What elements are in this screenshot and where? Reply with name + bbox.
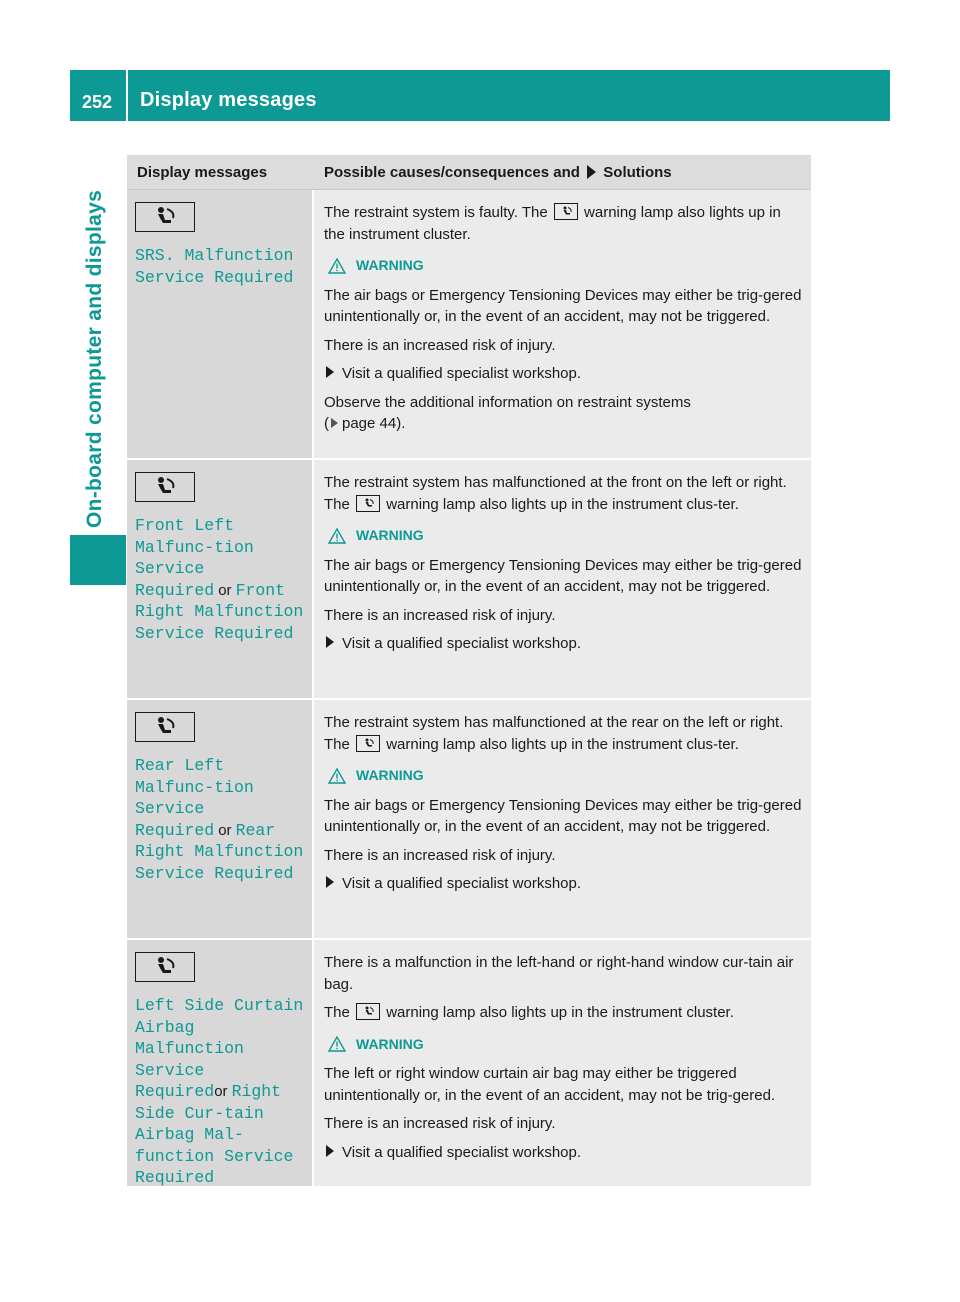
- risk-text: There is an increased risk of injury.: [324, 1115, 556, 1132]
- message-cell: [127, 940, 314, 1186]
- cause-text-intro: There is a malfunction in the left-hand or right-hand window cur-tain air bag.: [324, 954, 794, 993]
- display-messages-table: [127, 155, 811, 1188]
- cause-text-end: warning lamp also lights up in the instrument cluster.: [324, 204, 781, 243]
- warning-text: The left or right window curtain air bag may either be triggered unintentionally or, in the event of an accident, may not be trig-gered.: [324, 1065, 776, 1104]
- display-message-front-right: Front Right Malfunction Service Required: [135, 580, 304, 643]
- message-cell: [127, 700, 314, 938]
- warning-heading: [324, 765, 803, 787]
- airbag-warning-icon: [135, 472, 195, 502]
- or-text: or: [218, 581, 232, 599]
- action-arrow-icon: [587, 165, 596, 179]
- display-message: SRS. Malfunction Service Required: [135, 246, 294, 287]
- table-row: [127, 190, 811, 460]
- message-cell: [127, 190, 314, 458]
- note-text-body: Observe the additional information on restraint systems: [324, 393, 691, 411]
- display-message: [135, 755, 305, 884]
- warning-label: WARNING: [356, 257, 424, 273]
- page-ref-arrow-icon: [331, 418, 338, 428]
- action-step-text: Visit a qualified specialist workshop.: [342, 1143, 582, 1161]
- risk-text: There is an increased risk of injury.: [324, 846, 556, 864]
- display-message-front-left: Front Left Malfunc-tion Service Required: [135, 516, 254, 600]
- page-reference-link[interactable]: page 44).: [342, 415, 406, 432]
- warning-triangle-icon: [328, 1036, 346, 1052]
- action-step: [324, 1142, 803, 1164]
- warning-triangle-icon: [328, 258, 346, 274]
- cause-text-end: warning lamp also lights up in the instrument clus-ter.: [386, 735, 739, 753]
- solution-cell: [314, 190, 811, 458]
- cause-text: [324, 712, 803, 755]
- warning-label: WARNING: [356, 767, 424, 783]
- step-arrow-icon: [326, 366, 334, 378]
- warning-label: WARNING: [356, 1035, 424, 1052]
- airbag-warning-icon: [356, 495, 380, 512]
- col-header-causes: Possible causes/consequences and: [324, 164, 580, 181]
- step-arrow-icon: [326, 876, 334, 888]
- warning-text: The air bags or Emergency Tensioning Devices may either be trig-gered unintentionally or, in the event of an accident, may not be triggered.: [324, 286, 802, 325]
- col-header-solutions: [314, 155, 811, 189]
- step-arrow-icon: [326, 1145, 334, 1157]
- warning-text: The air bags or Emergency Tensioning Devices may either be trig-gered unintentionally or, in the event of an accident, may not be triggered.: [324, 556, 802, 595]
- cause-text-start: The: [324, 1004, 350, 1021]
- airbag-warning-icon: [554, 203, 578, 220]
- cause-text-start: The restraint system has malfunctioned at the front on the left or right. The: [324, 474, 787, 513]
- table-row: [127, 460, 811, 700]
- table-header: [127, 155, 811, 190]
- airbag-warning-icon: [135, 202, 195, 232]
- display-message-left-curtain: Left Side Curtain Airbag Malfunction Service Required: [135, 996, 304, 1101]
- action-step-text: Visit a qualified specialist workshop.: [342, 875, 582, 892]
- table-row: [127, 940, 811, 1188]
- header-divider: [126, 70, 128, 121]
- cause-text: [324, 202, 803, 245]
- solution-cell: [314, 460, 811, 698]
- cause-text: [324, 472, 803, 515]
- action-step-text: Visit a qualified specialist workshop.: [342, 635, 582, 652]
- cause-text-end: warning lamp also lights up in the instrument cluster.: [386, 1004, 734, 1021]
- note-text: Observe the additional information on restraint systems ( page 44).: [324, 393, 691, 432]
- display-message-rear-right: Rear Right Malfunction Service Required: [135, 820, 304, 883]
- airbag-warning-icon: [356, 735, 380, 752]
- risk-text: There is an increased risk of injury.: [324, 606, 556, 624]
- action-step: [324, 633, 803, 655]
- action-step: [324, 873, 803, 895]
- cause-text-start: The restraint system is faulty. The: [324, 204, 548, 221]
- page-title: Display messages: [140, 89, 317, 111]
- col-header-solutions-label: Solutions: [603, 164, 672, 181]
- warning-label: WARNING: [356, 527, 424, 543]
- warning-heading: [324, 255, 803, 277]
- display-message-right-curtain: Right Side Cur-tain Airbag Mal-function Service Required: [135, 1082, 294, 1187]
- display-message: [135, 515, 305, 644]
- warning-heading: [324, 525, 803, 547]
- or-text: or: [218, 821, 232, 839]
- airbag-warning-icon: [135, 952, 195, 982]
- col-header-messages: Display messages: [137, 164, 268, 181]
- side-tab-marker: [70, 535, 126, 585]
- solution-cell: [314, 700, 811, 938]
- display-message-rear-left: Rear Left Malfunc-tion Service Required: [135, 756, 254, 840]
- page-number: 252: [82, 92, 113, 112]
- airbag-warning-icon: [135, 712, 195, 742]
- table-row: [127, 700, 811, 940]
- airbag-warning-icon: [356, 1003, 380, 1020]
- warning-text: The air bags or Emergency Tensioning Devices may either be trig-gered unintentionally or, in the event of an accident, may not be triggered.: [324, 796, 802, 835]
- cause-text-end: warning lamp also lights up in the instrument clus-ter.: [386, 495, 739, 513]
- warning-heading: [324, 1034, 803, 1056]
- risk-text: There is an increased risk of injury.: [324, 336, 556, 354]
- or-text: or: [214, 1083, 228, 1100]
- display-message: [135, 995, 307, 1189]
- cause-text: [324, 1002, 803, 1024]
- step-arrow-icon: [326, 636, 334, 648]
- warning-triangle-icon: [328, 528, 346, 544]
- cause-text-start: The restraint system has malfunctioned at the rear on the left or right. The: [324, 714, 784, 753]
- action-step-text: Visit a qualified specialist workshop.: [342, 365, 582, 382]
- warning-triangle-icon: [328, 768, 346, 784]
- solution-cell: [314, 940, 811, 1186]
- action-step: [324, 363, 803, 385]
- message-cell: [127, 460, 314, 698]
